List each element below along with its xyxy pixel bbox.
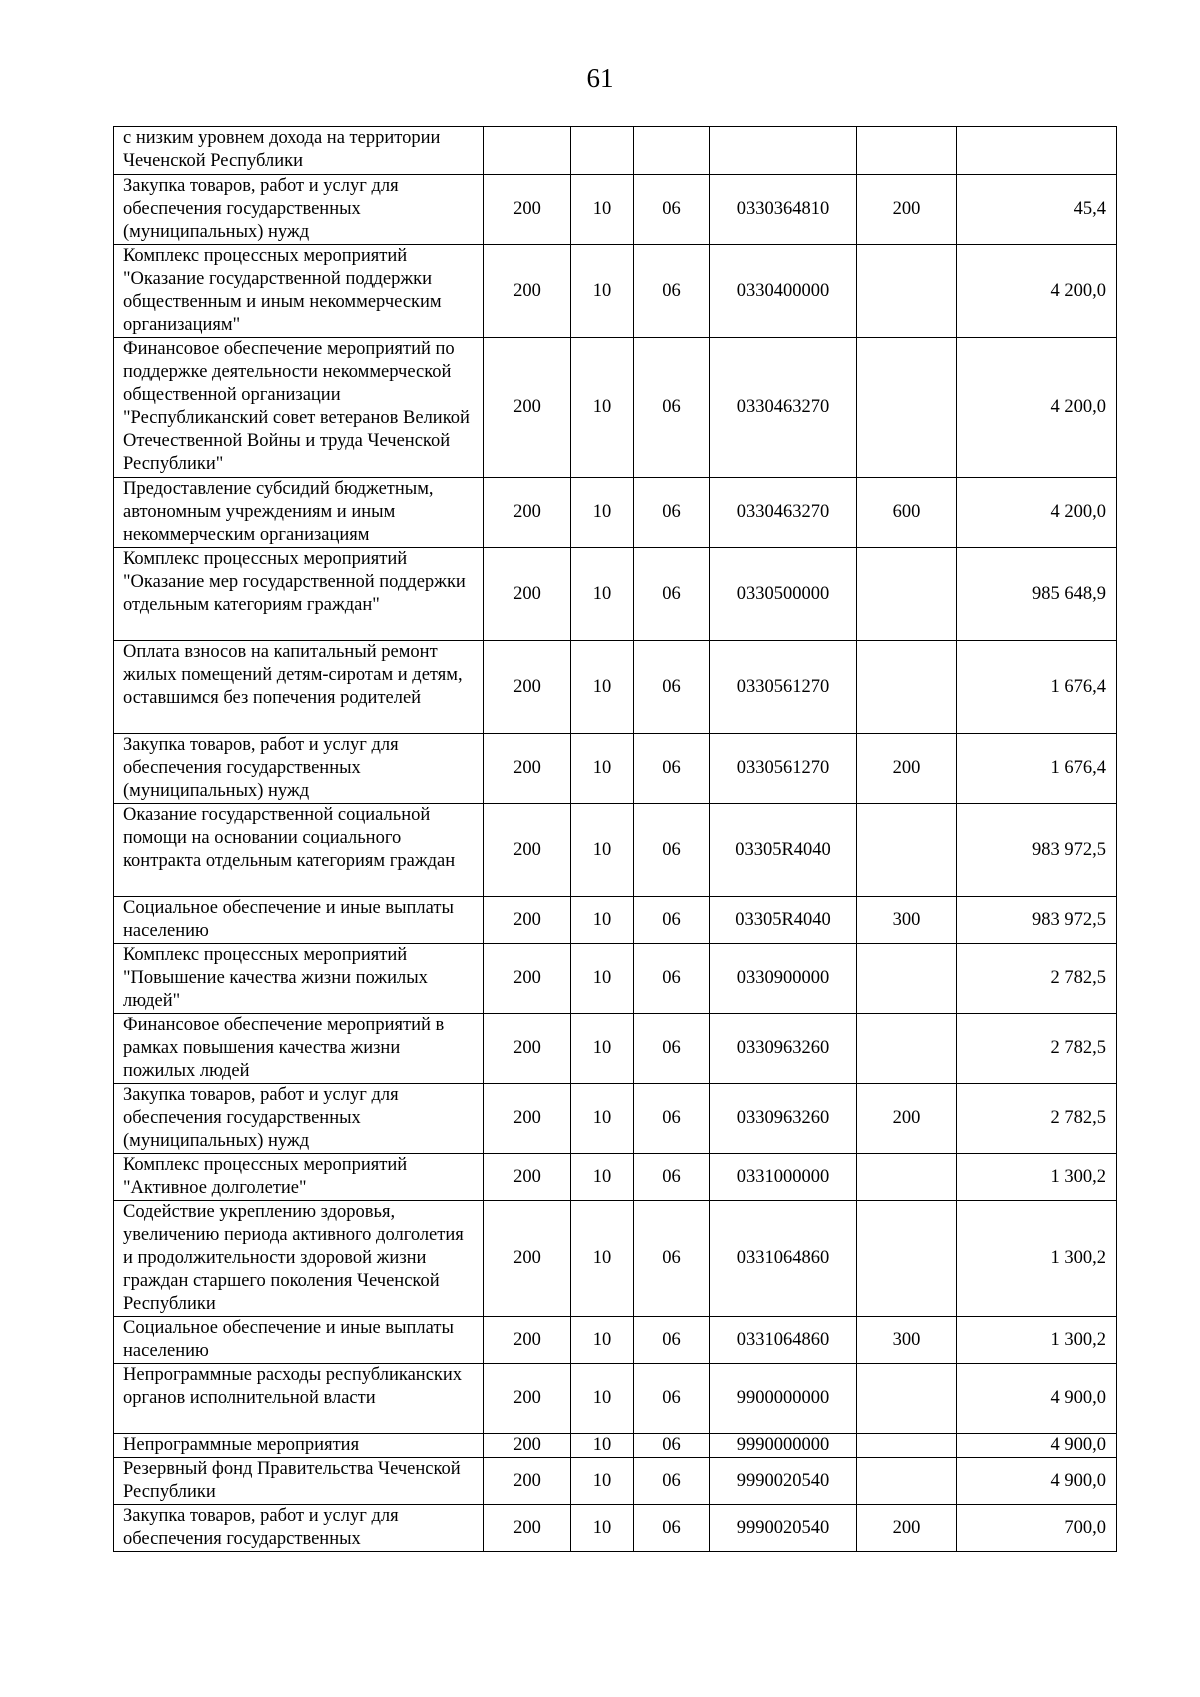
cell-section: 10 (571, 175, 634, 245)
cell-section: 10 (571, 897, 634, 944)
table-row (114, 548, 1117, 641)
cell-expense-type: 200 (857, 1084, 957, 1154)
cell-target-article: 0330963260 (710, 1014, 857, 1084)
cell-amount: 1 300,2 (957, 1154, 1117, 1201)
cell-admin-code: 200 (484, 897, 571, 944)
cell-admin-code: 200 (484, 1317, 571, 1364)
cell-subsection: 06 (634, 1154, 710, 1201)
table-row (114, 944, 1117, 1014)
table-body (114, 127, 1117, 1552)
cell-expense-type (857, 1458, 957, 1505)
cell-description: Оплата взносов на капитальный ремонт жилых помещений детям-сиротам и детям, оставшимся без попечения родителей (114, 641, 484, 734)
cell-target-article: 0331064860 (710, 1317, 857, 1364)
cell-section: 10 (571, 245, 634, 338)
cell-admin-code: 200 (484, 804, 571, 897)
cell-section: 10 (571, 1201, 634, 1317)
table-row (114, 1434, 1117, 1458)
cell-target-article: 03305R4040 (710, 897, 857, 944)
cell-amount: 1 300,2 (957, 1317, 1117, 1364)
cell-subsection: 06 (634, 1201, 710, 1317)
cell-amount: 1 676,4 (957, 641, 1117, 734)
cell-admin-code: 200 (484, 1154, 571, 1201)
cell-description: Закупка товаров, работ и услуг для обеспечения государственных (муниципальных) нужд (114, 1084, 484, 1154)
cell-expense-type: 200 (857, 175, 957, 245)
cell-section: 10 (571, 1458, 634, 1505)
cell-expense-type: 600 (857, 478, 957, 548)
table-row (114, 338, 1117, 478)
cell-amount: 4 200,0 (957, 478, 1117, 548)
table-row (114, 804, 1117, 897)
cell-expense-type (857, 127, 957, 175)
page-number: 61 (586, 63, 614, 93)
cell-section: 10 (571, 944, 634, 1014)
cell-description: Предоставление субсидий бюджетным, автономным учреждениям и иным некоммерческим организациям (114, 478, 484, 548)
cell-expense-type (857, 338, 957, 478)
cell-target-article: 9990020540 (710, 1458, 857, 1505)
cell-target-article: 9990020540 (710, 1505, 857, 1552)
cell-subsection: 06 (634, 1317, 710, 1364)
cell-section: 10 (571, 1505, 634, 1552)
cell-expense-type (857, 245, 957, 338)
table-row (114, 127, 1117, 175)
cell-admin-code (484, 127, 571, 175)
cell-admin-code: 200 (484, 1364, 571, 1434)
table-row (114, 734, 1117, 804)
cell-target-article: 0331064860 (710, 1201, 857, 1317)
cell-description: с низким уровнем дохода на территории Чеченской Республики (114, 127, 484, 175)
cell-expense-type (857, 1154, 957, 1201)
cell-amount: 2 782,5 (957, 1084, 1117, 1154)
table-row (114, 1154, 1117, 1201)
cell-target-article: 03305R4040 (710, 804, 857, 897)
cell-subsection: 06 (634, 548, 710, 641)
table-row (114, 897, 1117, 944)
cell-amount: 2 782,5 (957, 1014, 1117, 1084)
cell-amount: 985 648,9 (957, 548, 1117, 641)
table-row (114, 1014, 1117, 1084)
table-row (114, 1201, 1117, 1317)
cell-description: Непрограммные мероприятия (114, 1434, 484, 1458)
cell-admin-code: 200 (484, 1458, 571, 1505)
table-row (114, 1084, 1117, 1154)
cell-description: Социальное обеспечение и иные выплаты населению (114, 1317, 484, 1364)
cell-target-article: 0330400000 (710, 245, 857, 338)
cell-amount: 1 300,2 (957, 1201, 1117, 1317)
cell-expense-type (857, 1201, 957, 1317)
cell-target-article: 0330364810 (710, 175, 857, 245)
table-row (114, 175, 1117, 245)
cell-admin-code: 200 (484, 734, 571, 804)
cell-amount: 700,0 (957, 1505, 1117, 1552)
cell-section: 10 (571, 1084, 634, 1154)
cell-expense-type (857, 641, 957, 734)
table-row (114, 1364, 1117, 1434)
cell-subsection (634, 127, 710, 175)
cell-admin-code: 200 (484, 175, 571, 245)
cell-target-article: 0330963260 (710, 1084, 857, 1154)
budget-table (113, 126, 1117, 1552)
cell-admin-code: 200 (484, 641, 571, 734)
cell-amount: 45,4 (957, 175, 1117, 245)
cell-subsection: 06 (634, 478, 710, 548)
cell-admin-code: 200 (484, 548, 571, 641)
cell-subsection: 06 (634, 897, 710, 944)
cell-section: 10 (571, 1014, 634, 1084)
cell-description: Комплекс процессных мероприятий "Активное долголетие" (114, 1154, 484, 1201)
cell-expense-type: 300 (857, 1317, 957, 1364)
cell-subsection: 06 (634, 1364, 710, 1434)
cell-admin-code: 200 (484, 1434, 571, 1458)
cell-description: Комплекс процессных мероприятий "Повышение качества жизни пожилых людей" (114, 944, 484, 1014)
cell-subsection: 06 (634, 338, 710, 478)
cell-admin-code: 200 (484, 944, 571, 1014)
cell-description: Комплекс процессных мероприятий "Оказание мер государственной поддержки отдельным категориям граждан" (114, 548, 484, 641)
cell-description: Непрограммные расходы республиканских органов исполнительной власти (114, 1364, 484, 1434)
cell-target-article (710, 127, 857, 175)
cell-section: 10 (571, 478, 634, 548)
cell-section: 10 (571, 641, 634, 734)
cell-amount: 4 900,0 (957, 1458, 1117, 1505)
cell-expense-type: 200 (857, 734, 957, 804)
cell-admin-code: 200 (484, 1505, 571, 1552)
cell-subsection: 06 (634, 1434, 710, 1458)
cell-subsection: 06 (634, 944, 710, 1014)
cell-admin-code: 200 (484, 1201, 571, 1317)
cell-admin-code: 200 (484, 1084, 571, 1154)
cell-section (571, 127, 634, 175)
cell-amount: 983 972,5 (957, 804, 1117, 897)
cell-target-article: 0330561270 (710, 734, 857, 804)
cell-target-article: 9900000000 (710, 1364, 857, 1434)
cell-expense-type (857, 944, 957, 1014)
cell-description: Закупка товаров, работ и услуг для обеспечения государственных (муниципальных) нужд (114, 175, 484, 245)
cell-description: Закупка товаров, работ и услуг для обеспечения государственных (муниципальных) нужд (114, 734, 484, 804)
cell-subsection: 06 (634, 734, 710, 804)
cell-expense-type (857, 1014, 957, 1084)
table-row (114, 1458, 1117, 1505)
cell-amount: 4 900,0 (957, 1364, 1117, 1434)
cell-admin-code: 200 (484, 245, 571, 338)
cell-amount: 1 676,4 (957, 734, 1117, 804)
cell-expense-type (857, 1364, 957, 1434)
cell-subsection: 06 (634, 804, 710, 897)
cell-admin-code: 200 (484, 338, 571, 478)
cell-description: Резервный фонд Правительства Чеченской Республики (114, 1458, 484, 1505)
cell-amount: 2 782,5 (957, 944, 1117, 1014)
cell-expense-type (857, 1434, 957, 1458)
cell-target-article: 9990000000 (710, 1434, 857, 1458)
cell-description: Комплекс процессных мероприятий "Оказание государственной поддержки общественным и иным некоммерческим организациям" (114, 245, 484, 338)
cell-section: 10 (571, 1434, 634, 1458)
cell-admin-code: 200 (484, 478, 571, 548)
cell-target-article: 0330500000 (710, 548, 857, 641)
table-row (114, 641, 1117, 734)
cell-section: 10 (571, 338, 634, 478)
cell-subsection: 06 (634, 641, 710, 734)
cell-section: 10 (571, 734, 634, 804)
cell-section: 10 (571, 1317, 634, 1364)
cell-section: 10 (571, 548, 634, 641)
cell-target-article: 0330900000 (710, 944, 857, 1014)
cell-description: Финансовое обеспечение мероприятий в рамках повышения качества жизни пожилых людей (114, 1014, 484, 1084)
cell-expense-type: 200 (857, 1505, 957, 1552)
cell-expense-type: 300 (857, 897, 957, 944)
cell-target-article: 0330463270 (710, 338, 857, 478)
table-row (114, 1317, 1117, 1364)
cell-amount: 4 200,0 (957, 338, 1117, 478)
cell-amount (957, 127, 1117, 175)
cell-expense-type (857, 804, 957, 897)
cell-description: Социальное обеспечение и иные выплаты населению (114, 897, 484, 944)
cell-target-article: 0330561270 (710, 641, 857, 734)
cell-description: Оказание государственной социальной помощи на основании социального контракта отдельным категориям граждан (114, 804, 484, 897)
cell-subsection: 06 (634, 245, 710, 338)
cell-expense-type (857, 548, 957, 641)
table-row (114, 1505, 1117, 1552)
cell-admin-code: 200 (484, 1014, 571, 1084)
cell-subsection: 06 (634, 1458, 710, 1505)
cell-description: Закупка товаров, работ и услуг для обеспечения государственных (114, 1505, 484, 1552)
cell-target-article: 0331000000 (710, 1154, 857, 1201)
cell-amount: 4 900,0 (957, 1434, 1117, 1458)
cell-description: Содействие укреплению здоровья, увеличению периода активного долголетия и продолжительности здоровой жизни граждан старшего поколения Чеченской Республики (114, 1201, 484, 1317)
cell-amount: 4 200,0 (957, 245, 1117, 338)
cell-target-article: 0330463270 (710, 478, 857, 548)
cell-subsection: 06 (634, 175, 710, 245)
cell-section: 10 (571, 1154, 634, 1201)
cell-subsection: 06 (634, 1505, 710, 1552)
cell-section: 10 (571, 1364, 634, 1434)
table-row (114, 245, 1117, 338)
cell-description: Финансовое обеспечение мероприятий по поддержке деятельности некоммерческой общественной организации "Республиканский совет ветеранов Великой Отечественной Войны и труда Чеченской Республики" (114, 338, 484, 478)
cell-subsection: 06 (634, 1084, 710, 1154)
cell-section: 10 (571, 804, 634, 897)
cell-amount: 983 972,5 (957, 897, 1117, 944)
table-row (114, 478, 1117, 548)
cell-subsection: 06 (634, 1014, 710, 1084)
